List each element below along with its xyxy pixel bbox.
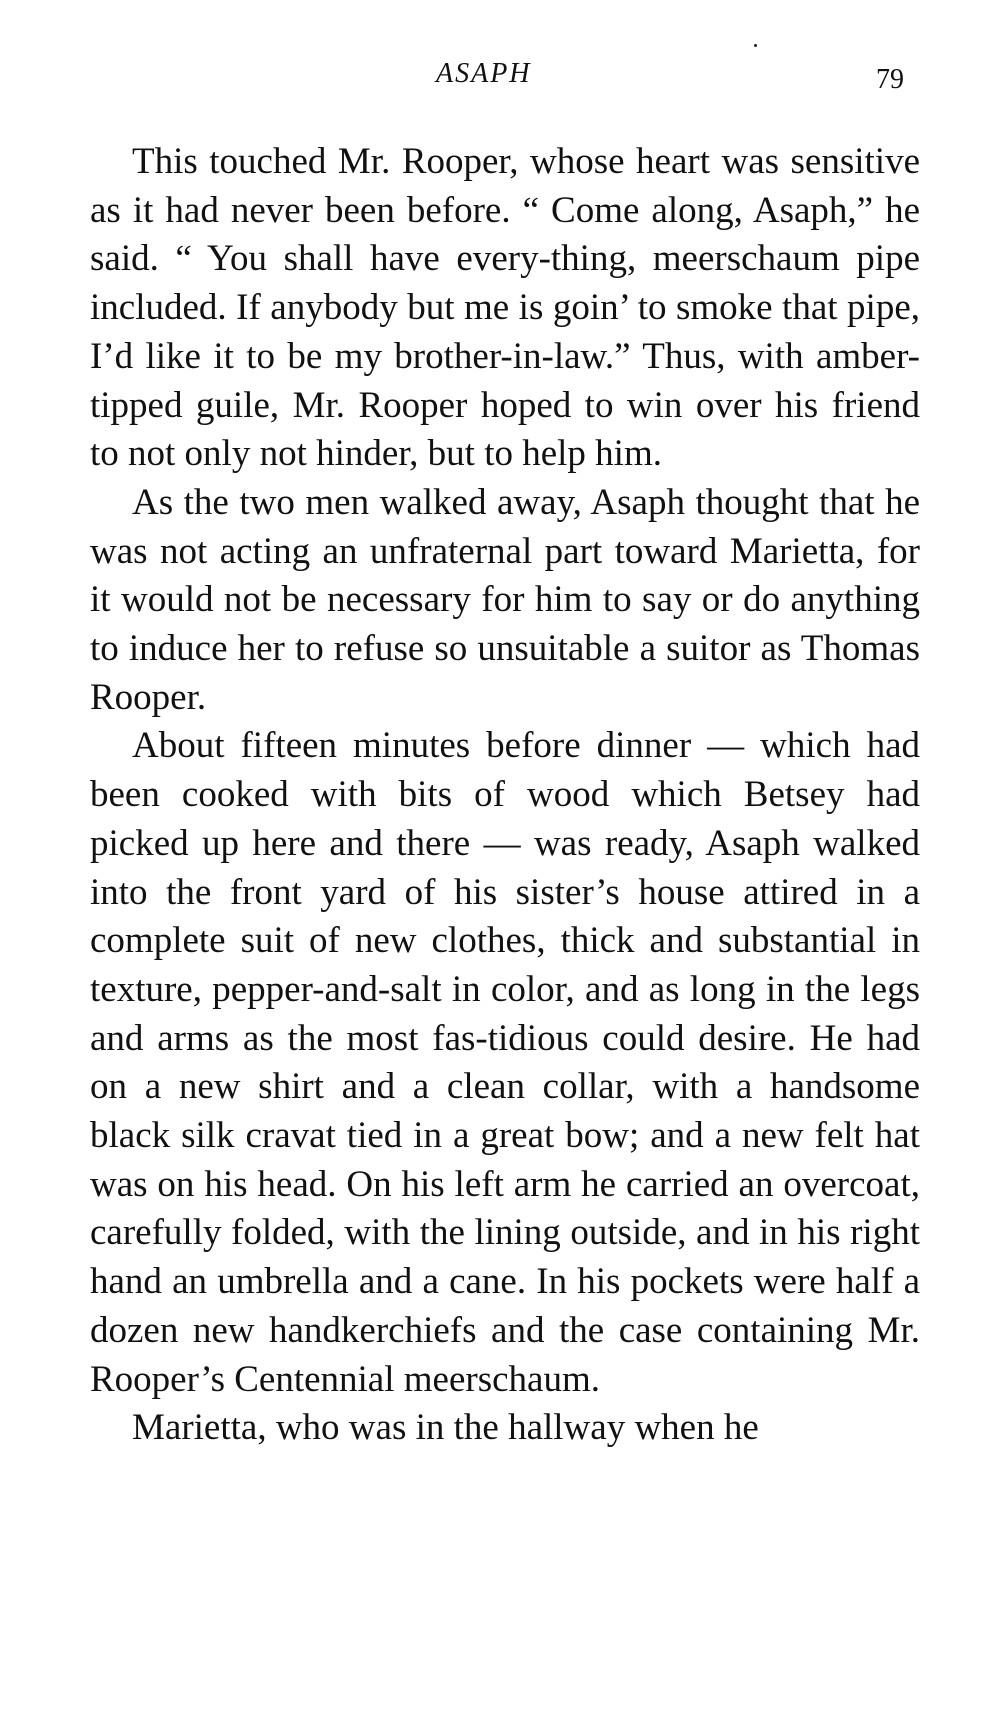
page-number: 79 bbox=[876, 64, 904, 95]
ink-speck bbox=[754, 44, 757, 47]
paragraph: This touched Mr. Rooper, whose heart was sensitive as it had never been before. “ Come along, Asaph,” he said. “ You shall have every-thing, meerschaum pipe included. If anybody but me is goin’ to smoke that pipe, I’d like it to be my brother-in-law.” Thus, with amber-tipped guile, Mr. Rooper hoped to win over his friend to not only not hinder, but to help him. bbox=[90, 141, 920, 475]
paragraph: About fifteen minutes before dinner — which had been cooked with bits of wood which Betsey had picked up here and there — was ready, Asaph walked into the front yard of his sister’s house attired in a complete suit of new clothes, thick and substantial in texture, pepper-and-salt in color, and as long in the legs and arms as the most fas-tidious could desire. He had on a new shirt and a clean collar, with a handsome black silk cravat tied in a great bow; and a new felt hat was on his head. On his left arm he carried an overcoat, carefully folded, with the lining outside, and in his right hand an umbrella and a cane. In his pockets were half a dozen new handkerchiefs and the case containing Mr. Rooper’s Centennial meerschaum. bbox=[90, 725, 920, 1400]
paragraph: Marietta, who was in the hallway when he bbox=[132, 1407, 759, 1449]
running-title: ASAPH bbox=[436, 58, 532, 89]
running-head bbox=[0, 58, 1000, 98]
body-text bbox=[90, 138, 920, 1453]
paragraph: As the two men walked away, Asaph thought that he was not acting an unfraternal part toward Marietta, for it would not be necessary for him to say or do anything to induce her to refuse so unsuitable a suitor as Thomas Rooper. bbox=[90, 481, 920, 718]
